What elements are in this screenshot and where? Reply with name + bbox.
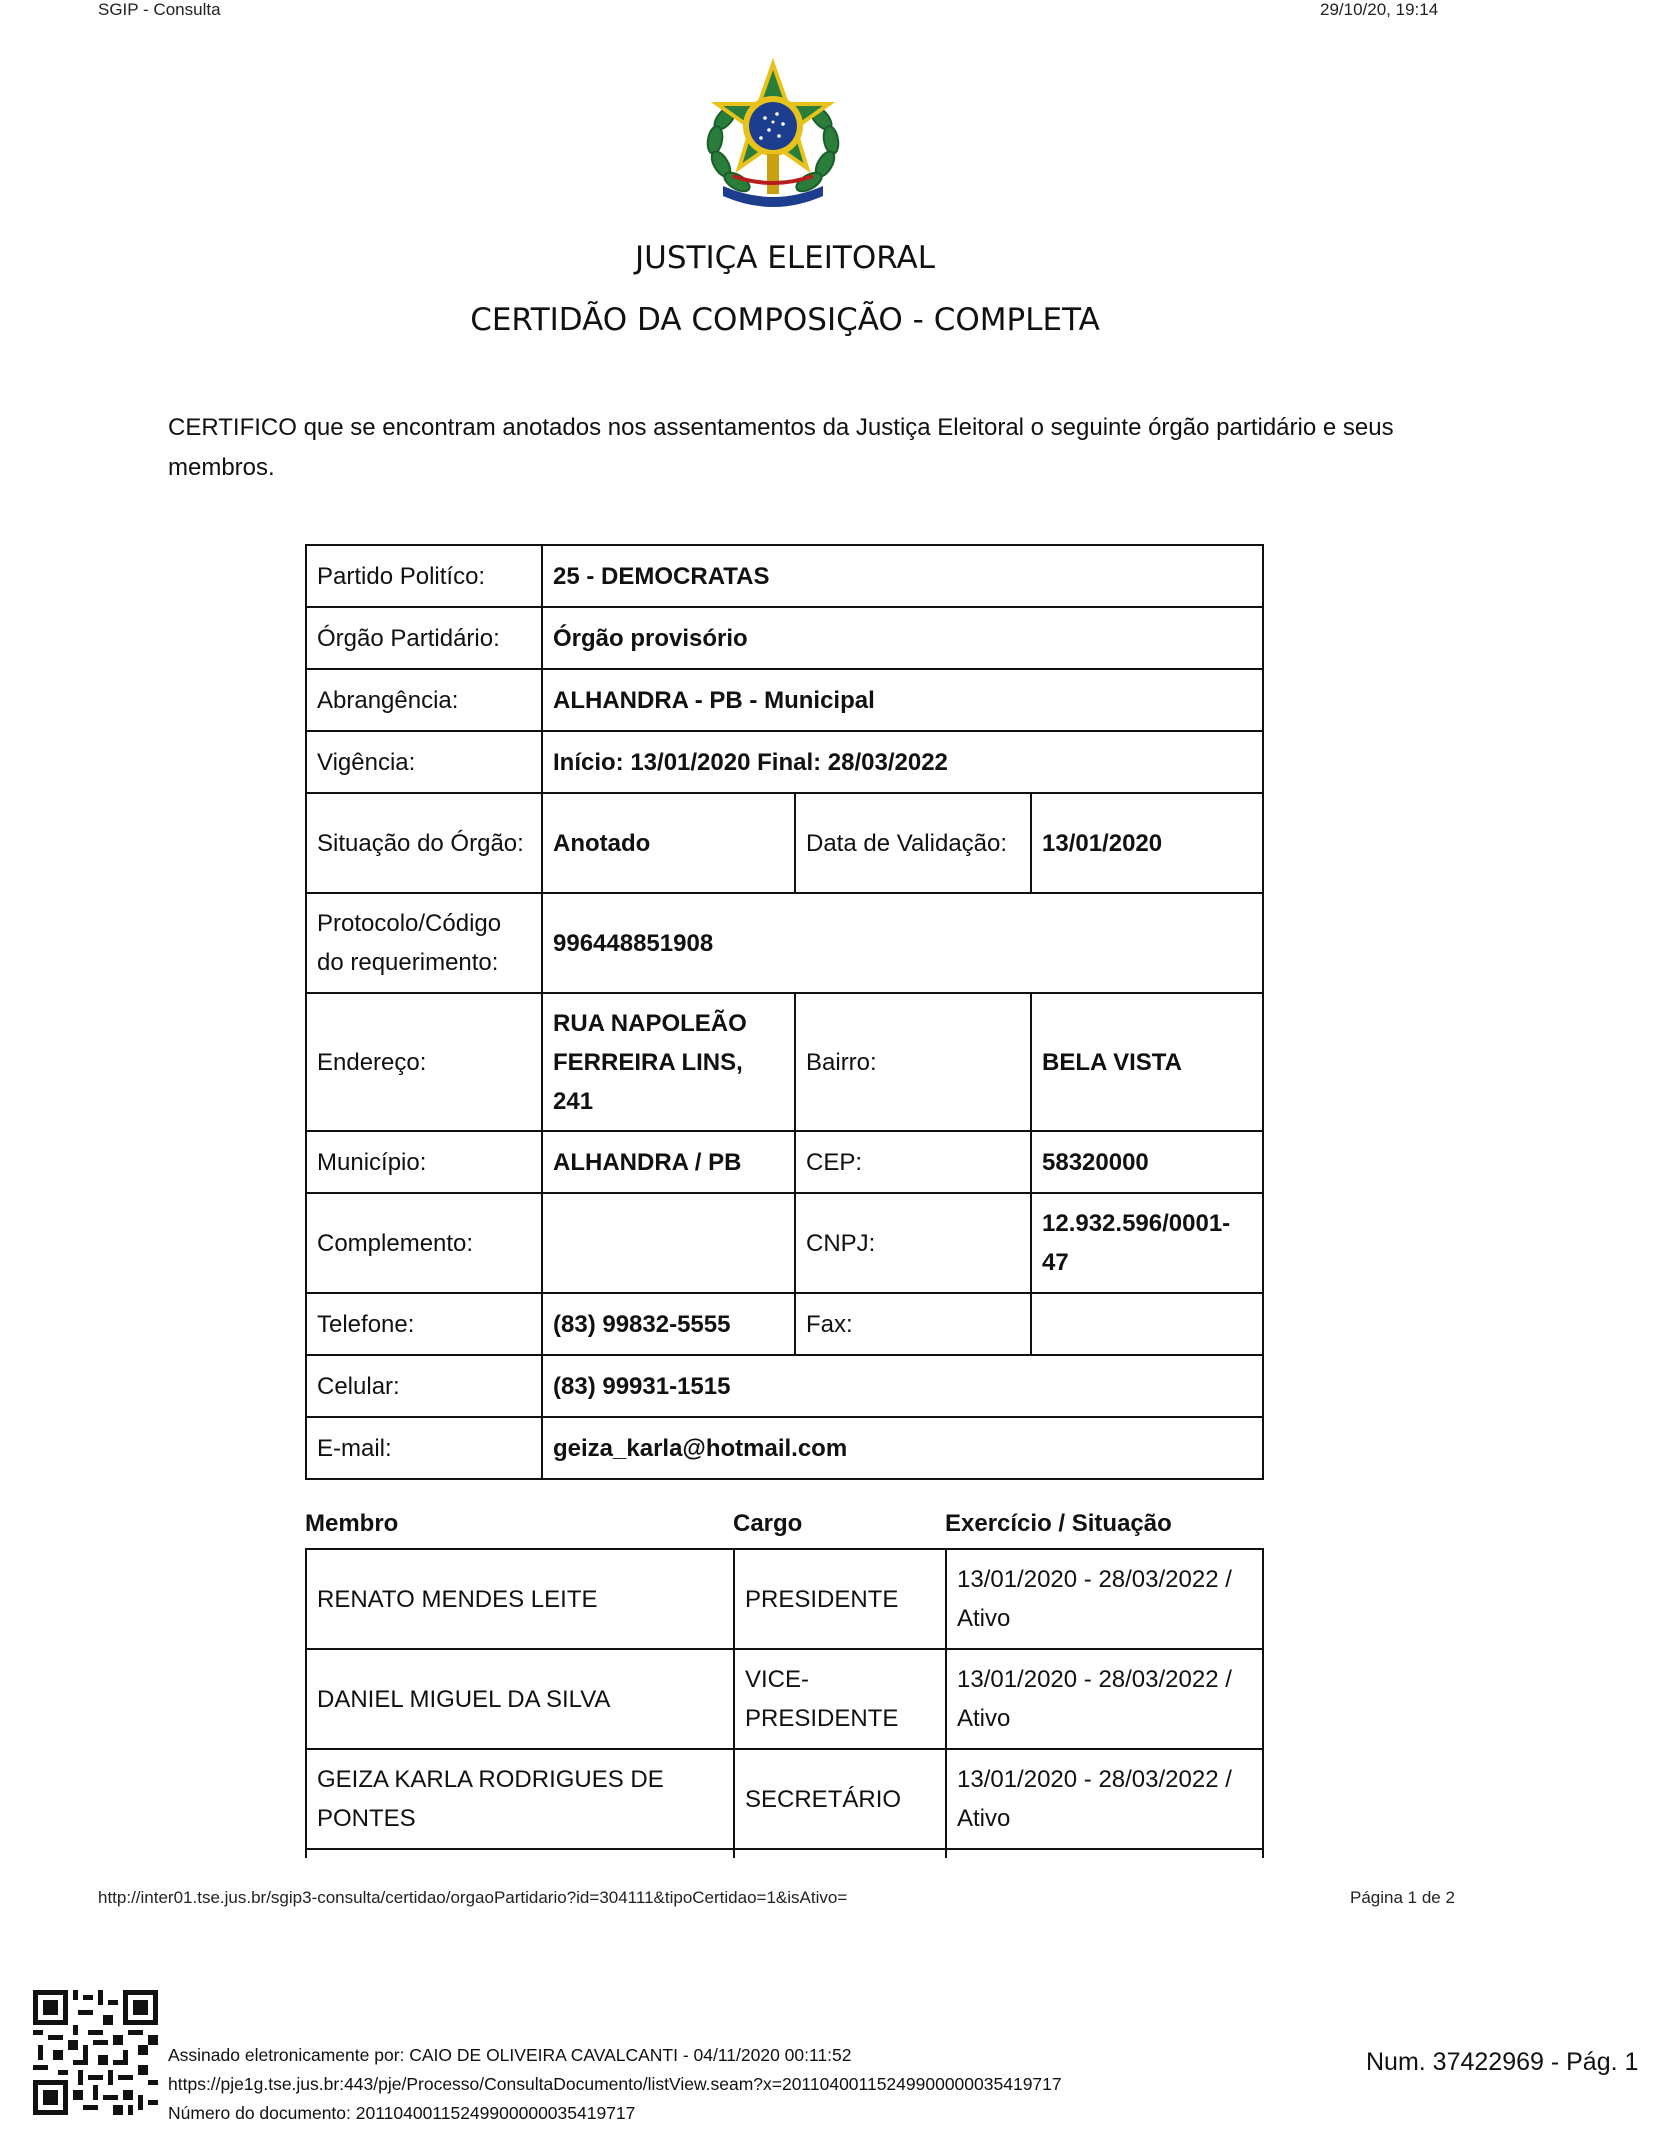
member-name: GEIZA KARLA RODRIGUES DE PONTES [306, 1749, 734, 1849]
member-role: SECRETÁRIO [734, 1749, 946, 1849]
party-label: Partido Politíco: [306, 545, 542, 607]
table-row [306, 793, 1263, 893]
brasao-republica-icon [693, 58, 853, 220]
city-label: Município: [306, 1131, 542, 1193]
zip-label: CEP: [795, 1131, 1031, 1193]
qr-code-icon [33, 1990, 158, 2115]
fax-label: Fax: [795, 1293, 1031, 1355]
address-label: Endereço: [306, 993, 542, 1131]
scope-label: Abrangência: [306, 669, 542, 731]
status-value: Anotado [542, 793, 795, 893]
scope-value: ALHANDRA - PB - Municipal [542, 669, 1263, 731]
table-row [306, 545, 1263, 607]
table-row [306, 607, 1263, 669]
organ-value: Órgão provisório [542, 607, 1263, 669]
fax-value [1031, 1293, 1263, 1355]
source-url: http://inter01.tse.jus.br/sgip3-consulta/certidao/orgaoPartidario?id=304111&tipoCertidao=1&isAtivo= [98, 1888, 848, 1907]
table-row [306, 1417, 1263, 1479]
print-header-datetime: 29/10/20, 19:14 [1320, 0, 1439, 19]
table-row [306, 1355, 1263, 1417]
member-name: RENATO MENDES LEITE [306, 1549, 734, 1649]
protocol-value: 996448851908 [542, 893, 1263, 993]
print-header-title: SGIP - Consulta [98, 0, 221, 19]
member-term: 13/01/2020 - 28/03/2022 / Ativo [946, 1649, 1263, 1749]
verification-url: https://pje1g.tse.jus.br:443/pje/Processo/ConsultaDocumento/listView.seam?x=20110400115249900000035419717 [168, 2074, 1062, 2094]
party-info-table [305, 544, 1264, 1480]
member-role: PRESIDENTE [734, 1549, 946, 1649]
document-number: Número do documento: 20110400115249900000035419717 [168, 2103, 636, 2123]
table-row [306, 1293, 1263, 1355]
mobile-value: (83) 99931-1515 [542, 1355, 1263, 1417]
member-role: VICE-PRESIDENTE [734, 1649, 946, 1749]
document-heading: JUSTIÇA ELEITORAL [635, 240, 935, 276]
city-value: ALHANDRA / PB [542, 1131, 795, 1193]
role-column-header: Cargo [733, 1510, 803, 1537]
table-row [306, 1549, 1263, 1649]
address-value: RUA NAPOLEÃO FERREIRA LINS, 241 [542, 993, 795, 1131]
party-value: 25 - DEMOCRATAS [542, 545, 1263, 607]
table-row [306, 1131, 1263, 1193]
table-row-partial [306, 1849, 1263, 1858]
signature-line: Assinado eletronicamente por: CAIO DE OLIVEIRA CAVALCANTI - 04/11/2020 00:11:52 [168, 2045, 852, 2065]
validity-label: Vigência: [306, 731, 542, 793]
validity-value: Início: 13/01/2020 Final: 28/03/2022 [542, 731, 1263, 793]
members-table [305, 1548, 1264, 1858]
validation-date-value: 13/01/2020 [1031, 793, 1263, 893]
table-row [306, 993, 1263, 1131]
table-row [306, 1749, 1263, 1849]
complement-value [542, 1193, 795, 1293]
table-row [306, 731, 1263, 793]
zip-value: 58320000 [1031, 1131, 1263, 1193]
term-column-header: Exercício / Situação [945, 1510, 1172, 1537]
complement-label: Complemento: [306, 1193, 542, 1293]
document-subheading: CERTIDÃO DA COMPOSIÇÃO - COMPLETA [470, 302, 1100, 338]
protocol-label: Protocolo/Código do requerimento: [306, 893, 542, 993]
status-label: Situação do Órgão: [306, 793, 542, 893]
member-term: 13/01/2020 - 28/03/2022 / Ativo [946, 1549, 1263, 1649]
validation-date-label: Data de Validação: [795, 793, 1031, 893]
table-row [306, 1193, 1263, 1293]
member-name: DANIEL MIGUEL DA SILVA [306, 1649, 734, 1749]
cnpj-value: 12.932.596/0001-47 [1031, 1193, 1263, 1293]
organ-label: Órgão Partidário: [306, 607, 542, 669]
document-num-page: Num. 37422969 - Pág. 1 [1366, 2048, 1639, 2076]
page-number: Página 1 de 2 [1350, 1888, 1455, 1907]
table-cell [734, 1849, 946, 1858]
member-column-header: Membro [305, 1510, 399, 1537]
table-row [306, 893, 1263, 993]
table-row [306, 669, 1263, 731]
member-term: 13/01/2020 - 28/03/2022 / Ativo [946, 1749, 1263, 1849]
district-label: Bairro: [795, 993, 1031, 1131]
table-row [306, 1649, 1263, 1749]
district-value: BELA VISTA [1031, 993, 1263, 1131]
certificate-intro-text: CERTIFICO que se encontram anotados nos assentamentos da Justiça Eleitoral o seguinte órgão partidário e seus membros. [168, 414, 1394, 481]
cnpj-label: CNPJ: [795, 1193, 1031, 1293]
table-cell [306, 1849, 734, 1858]
mobile-label: Celular: [306, 1355, 542, 1417]
email-label: E-mail: [306, 1417, 542, 1479]
email-value: geiza_karla@hotmail.com [542, 1417, 1263, 1479]
phone-label: Telefone: [306, 1293, 542, 1355]
table-cell [946, 1849, 1263, 1858]
phone-value: (83) 99832-5555 [542, 1293, 795, 1355]
